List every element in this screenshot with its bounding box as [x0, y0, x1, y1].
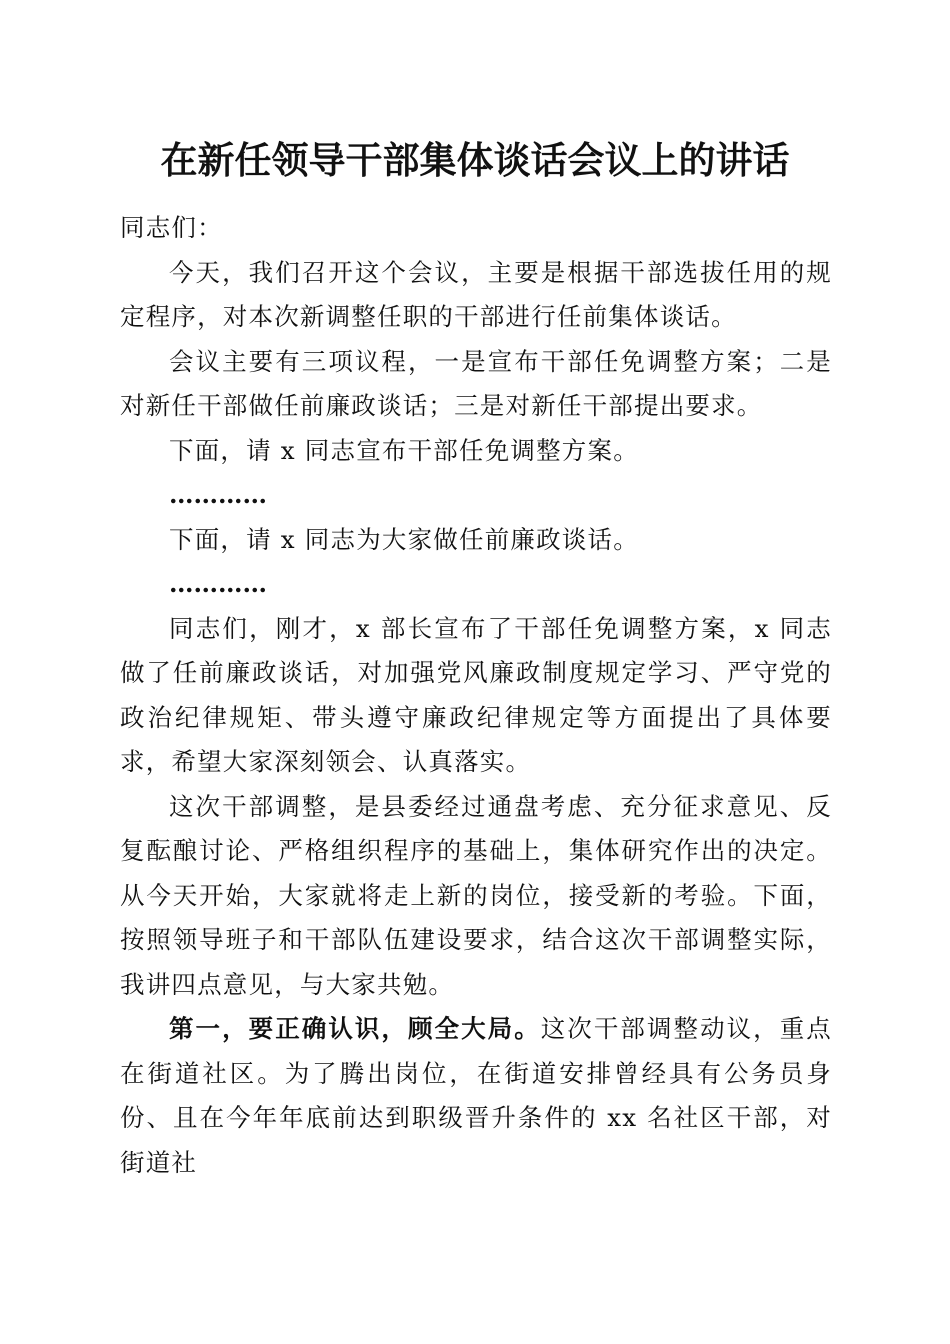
paragraph-lead: 第一，要正确认识，顾全大局。 — [169, 1014, 541, 1043]
paragraph-summary — [120, 607, 832, 785]
paragraph-text: 这次干部调整动议，重点在街道社区。为了腾出岗位，在街道安排曾经具有公务员身份、且在今年年底前达到职级晋升条件的 xx 名社区干部，对街道社 — [120, 1014, 832, 1177]
paragraph-text: 同志们，刚才，x 部长宣布了干部任免调整方案，x 同志做了任前廉政谈话，对加强党风廉政制度规定学习、严守党的政治纪律规矩、带头遵守廉政纪律规定等方面提出了具体要求，希望大家深刻领会、认真落实。 — [120, 613, 832, 776]
paragraph-announce-plan — [120, 429, 832, 474]
salutation: 同志们： — [120, 213, 223, 242]
paragraph-text: 会议主要有三项议程，一是宣布干部任免调整方案；二是对新任干部做任前廉政谈话；三是对新任干部提出要求。 — [120, 346, 832, 420]
paragraph-text: 下面，请 x 同志宣布干部任免调整方案。 — [169, 435, 639, 465]
paragraph-adjustment — [120, 785, 832, 1008]
ellipsis-text: ………… — [169, 480, 267, 509]
paragraph-ellipsis — [120, 473, 832, 518]
ellipsis-text: ………… — [169, 569, 267, 598]
document-body — [120, 206, 832, 1185]
paragraph-text: 这次干部调整，是县委经过通盘考虑、充分征求意见、反复酝酿讨论、严格组织程序的基础上，集体研究作出的决定。从今天开始，大家就将走上新的岗位，接受新的考验。下面，按照领导班子和干部队伍建设要求，结合这次干部调整实际，我讲四点意见，与大家共勉。 — [120, 791, 832, 999]
paragraph-text: 下面，请 x 同志为大家做任前廉政谈话。 — [169, 524, 639, 554]
paragraph-agenda — [120, 340, 832, 429]
document-title: 在新任领导干部集体谈话会议上的讲话 — [160, 138, 790, 182]
paragraph-opening — [120, 251, 832, 340]
paragraph-ellipsis — [120, 562, 832, 607]
paragraph-text: 今天，我们召开这个会议，主要是根据干部选拔任用的规定程序，对本次新调整任职的干部进行任前集体谈话。 — [120, 257, 832, 331]
paragraph-integrity-talk — [120, 518, 832, 563]
paragraph-point-one — [120, 1007, 832, 1185]
